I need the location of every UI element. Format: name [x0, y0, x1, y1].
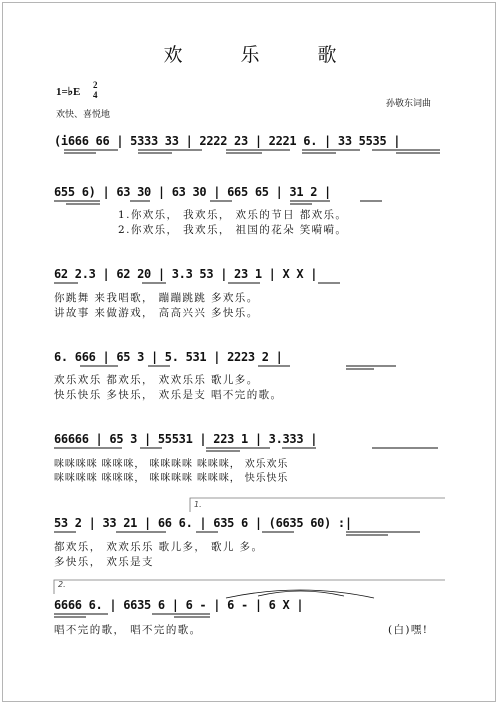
- tie-arcs: [226, 590, 374, 598]
- second-ending-label: 2.: [58, 580, 66, 589]
- time-signature-top: 2: [93, 80, 98, 90]
- first-ending-label: 1.: [194, 500, 202, 509]
- lyric-line-4-verse-1: 欢乐欢乐 都欢乐， 欢欢乐乐 歌儿多。: [54, 374, 259, 386]
- lyric-line-7-verse-1: 唱不完的歌， 唱不完的歌。: [54, 624, 202, 636]
- time-signature-bottom: 4: [93, 90, 98, 100]
- key-signature: 1=♭E: [56, 86, 81, 98]
- volta-brackets: [54, 498, 445, 594]
- music-line-3: 62 2.3 | 62 20 | 3.3 53 | 23 1 | X X |: [54, 267, 318, 281]
- lyric-line-3-verse-1: 你跳舞 来我唱歌， 蹦蹦跳跳 多欢乐。: [54, 292, 259, 304]
- lyric-line-2-verse-1: 1.你欢乐， 我欢乐， 欢乐的节日 都欢乐。: [118, 209, 348, 221]
- music-line-1: (i666 66 | 5333 33 | 2222 23 | 2221 6. | 33 5535 |: [54, 134, 401, 148]
- spoken-shout: (白)嘿!: [388, 624, 429, 636]
- music-line-7: 6666 6. | 6635 6 | 6 - | 6 - | 6 X |: [54, 598, 304, 612]
- lyric-line-3-verse-2: 讲故事 来做游戏， 高高兴兴 多快乐。: [54, 307, 259, 319]
- music-line-6: 53 2 | 33 21 | 66 6. | 635 6 | (6635 60) :|: [54, 516, 352, 530]
- song-title: 欢 乐 歌: [163, 44, 363, 66]
- lyric-line-4-verse-2: 快乐快乐 多快乐， 欢乐是支 唱不完的歌。: [54, 389, 283, 401]
- composer-credit: 孙敬东词曲: [386, 99, 432, 109]
- music-line-4: 6. 666 | 65 3 | 5. 531 | 2223 2 |: [54, 350, 283, 364]
- music-line-2: 655 6) | 63 30 | 63 30 | 665 65 | 31 2 |: [54, 185, 331, 199]
- lyric-line-5-verse-1: 咪咪咪咪 咪咪咪， 咪咪咪咪 咪咪咪， 欢乐欢乐: [54, 459, 289, 470]
- lyric-line-6-verse-2: 多快乐， 欢乐是支: [54, 556, 154, 568]
- lyric-line-6-verse-1: 都欢乐， 欢欢乐乐 歌儿多， 歌儿 多。: [54, 541, 264, 553]
- beam-lines: [54, 150, 440, 617]
- music-line-5: 66666 | 65 3 | 55531 | 223 1 | 3.333 |: [54, 432, 318, 446]
- tempo-marking: 欢快、喜悦地: [56, 110, 111, 120]
- lyric-line-5-verse-2: 咪咪咪咪 咪咪咪， 咪咪咪咪 咪咪咪， 快乐快乐: [54, 473, 289, 484]
- lyric-line-2-verse-2: 2.你欢乐， 我欢乐， 祖国的花朵 笑嗬嗬。: [118, 224, 348, 236]
